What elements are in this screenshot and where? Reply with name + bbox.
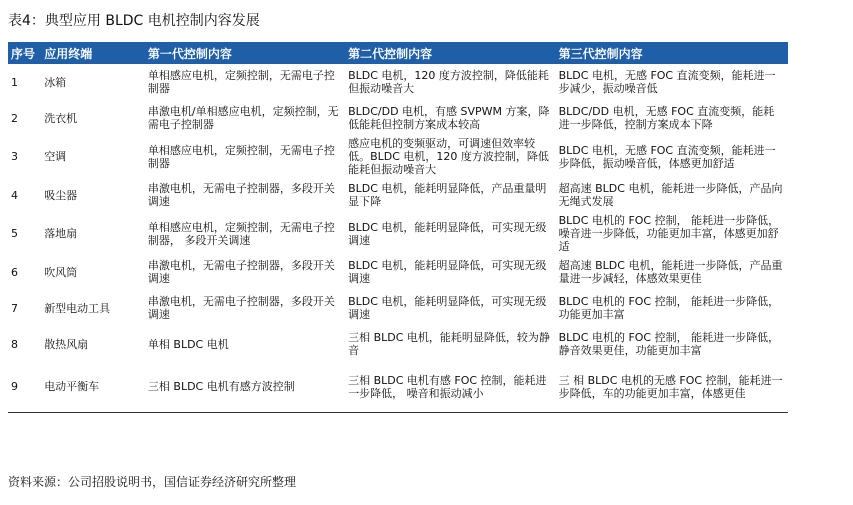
cell-gen3: BLDC 电机的 FOC 控制， 能耗进一步降低，功能更加丰富: [558, 295, 780, 321]
cell-gen1: 串激电机，无需电子控制器，多段开关调速: [147, 182, 335, 208]
table-row: [8, 64, 788, 100]
bldc-table: [8, 42, 788, 413]
header-gen3: 第三代控制内容: [556, 42, 788, 64]
cell-gen2: 三相 BLDC 电机有感 FOC 控制，能耗进一步降低， 噪音和振动减小: [345, 362, 556, 412]
table-row: [8, 177, 788, 213]
cell-index: 9: [8, 362, 41, 412]
cell-gen2: 感应电机的变频驱动，可调速但效率较低。BLDC 电机，120 度方波控制，降低能耗但振动噪音大: [348, 137, 549, 176]
cell-index: 1: [11, 75, 18, 89]
cell-gen3: 超高速 BLDC 电机，能耗进一步降低，产品向无绳式发展: [558, 182, 783, 208]
cell-terminal: 冰箱: [44, 75, 67, 89]
cell-terminal: 新型电动工具: [44, 301, 111, 315]
cell-terminal: 电动平衡车: [41, 362, 145, 412]
cell-terminal: 吸尘器: [44, 188, 78, 202]
cell-index: 2: [11, 111, 18, 125]
cell-gen3: BLDC 电机，无感 FOC 直流变频，能耗进一步降低，振动噪音低，体感更加舒适: [558, 143, 776, 170]
cell-index: 7: [11, 301, 18, 315]
cell-gen3: BLDC 电机的 FOC 控制， 能耗进一步降低，噪音进一步降低，功能更加丰富，体感更加舒适: [558, 214, 780, 253]
cell-index: 3: [11, 150, 18, 163]
cell-index: 5: [11, 227, 18, 240]
cell-gen2: BLDC/DD 电机，有感 SVPWM 方案，降低能耗但控制方案成本较高: [348, 105, 550, 131]
table-header: [8, 42, 788, 64]
header-terminal: 应用终端: [41, 42, 145, 64]
header-gen1: 第一代控制内容: [145, 42, 345, 64]
cell-index: 8: [11, 337, 18, 351]
cell-gen1: 串激电机，无需电子控制器，多段开关调速: [147, 295, 335, 321]
cell-gen3: BLDC 电机，无感 FOC 直流变频，能耗进一步减少，振动噪音低: [558, 69, 776, 95]
cell-gen1: 三相 BLDC 电机有感方波控制: [145, 362, 345, 412]
cell-terminal: 空调: [44, 150, 67, 163]
cell-gen1: 串激电机，无需电子控制器，多段开关调速: [147, 259, 335, 285]
cell-gen2: BLDC 电机，能耗明显降低，可实现无级调速: [348, 259, 547, 285]
table-row: [8, 254, 788, 290]
cell-gen1: 单相 BLDC 电机: [147, 337, 229, 351]
cell-gen3: 超高速 BLDC 电机，能耗进一步降低，产品重量进一步减轻，体感效果更佳: [558, 259, 783, 285]
cell-terminal: 吹风筒: [44, 265, 78, 279]
cell-gen1: 单相感应电机，定频控制，无需电子控制器， 多段开关调速: [147, 220, 335, 247]
table-row: [8, 362, 788, 412]
table-row: [8, 100, 788, 136]
table-row: [8, 326, 788, 362]
header-index: 序号: [8, 42, 41, 64]
cell-gen2: BLDC 电机，120 度方波控制，降低能耗但振动噪音大: [348, 69, 549, 95]
cell-gen2: BLDC 电机，能耗明显降低，产品重量明显下降: [348, 182, 547, 208]
cell-gen1: 单相感应电机，定频控制，无需电子控制器: [147, 69, 335, 95]
cell-terminal: 洗衣机: [44, 111, 78, 125]
cell-gen1: 单相感应电机，定频控制，无需电子控制器: [147, 143, 335, 170]
cell-gen1: 串激电机/单相感应电机，定频控制，无需电子控制器: [147, 105, 339, 131]
table-row: [8, 290, 788, 326]
cell-terminal: 落地扇: [44, 227, 78, 240]
cell-index: 4: [11, 188, 18, 202]
header-gen2: 第二代控制内容: [345, 42, 556, 64]
cell-terminal: 散热风扇: [44, 337, 89, 351]
table-row: [8, 213, 788, 254]
cell-gen2: BLDC 电机，能耗明显降低，可实现无级调速: [348, 295, 547, 321]
table-title: 表4：典型应用 BLDC 电机控制内容发展: [8, 13, 260, 29]
table-row: [8, 136, 788, 177]
cell-gen3: BLDC 电机的 FOC 控制， 能耗进一步降低，静音效果更佳，功能更加丰富: [558, 331, 780, 357]
cell-gen2: 三相 BLDC 电机，能耗明显降低，较为静音: [348, 331, 550, 357]
table-body: [8, 64, 788, 412]
cell-gen3: BLDC/DD 电机，无感 FOC 直流变频，能耗进一步降低，控制方案成本下降: [558, 105, 775, 131]
cell-gen3: 三 相 BLDC 电机的无感 FOC 控制，能耗进一步降低，车的功能更加丰富，体感更佳: [556, 362, 788, 412]
source-note: 资料来源：公司招股说明书，国信证券经济研究所整理: [8, 475, 297, 489]
cell-gen2: BLDC 电机，能耗明显降低，可实现无级调速: [348, 220, 547, 247]
cell-index: 6: [11, 265, 18, 279]
